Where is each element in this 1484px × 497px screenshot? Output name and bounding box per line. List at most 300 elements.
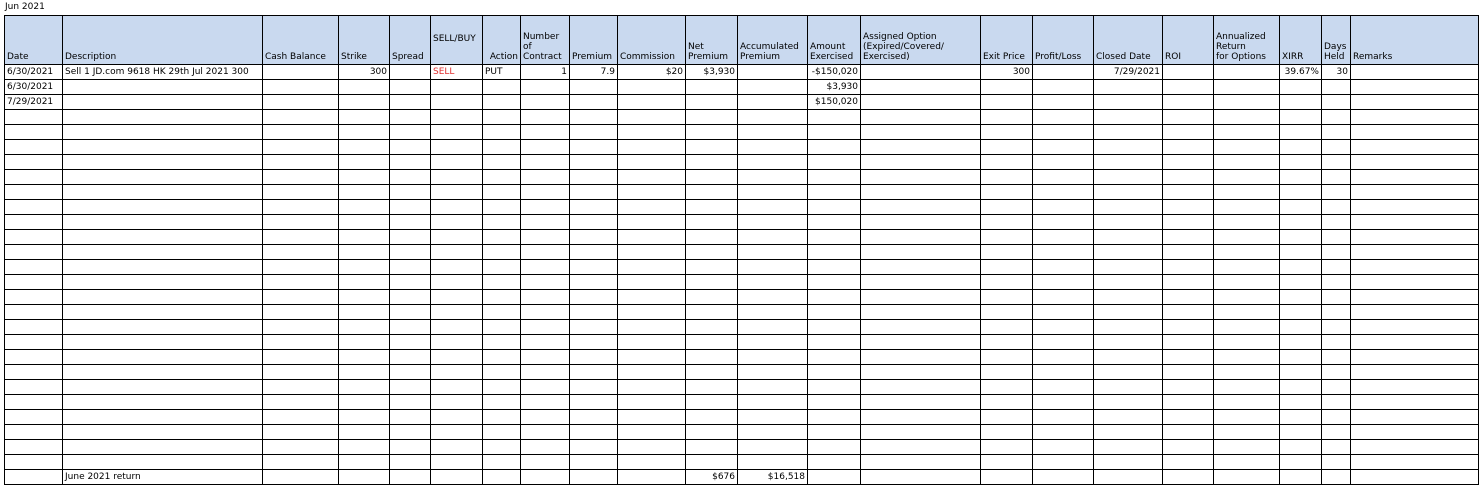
cell-assigned-option[interactable] xyxy=(861,350,981,365)
cell-sell-buy[interactable] xyxy=(431,275,483,290)
cell-commission[interactable] xyxy=(618,320,686,335)
cell-roi[interactable] xyxy=(1163,65,1214,80)
col-header-exit-price[interactable] xyxy=(981,16,1033,65)
cell-profit-loss[interactable] xyxy=(1033,125,1094,140)
cell-spread[interactable] xyxy=(390,365,431,380)
cell-premium[interactable] xyxy=(570,335,618,350)
cell-strike[interactable] xyxy=(339,440,390,455)
cell-annualized-return[interactable] xyxy=(1214,230,1280,245)
cell-net-premium[interactable] xyxy=(686,290,738,305)
cell-sell-buy[interactable] xyxy=(431,260,483,275)
cell-assigned-option[interactable] xyxy=(861,155,981,170)
cell-amount-exercised[interactable]: $3,930 xyxy=(808,80,861,95)
cell-assigned-option[interactable] xyxy=(861,125,981,140)
cell-description[interactable]: Sell 1 JD.com 9618 HK 29th Jul 2021 300 xyxy=(63,65,263,80)
cell-action[interactable] xyxy=(483,320,521,335)
cell-commission[interactable]: $20 xyxy=(618,65,686,80)
cell-xirr[interactable] xyxy=(1280,95,1322,110)
cell-profit-loss[interactable] xyxy=(1033,425,1094,440)
cell-days-held[interactable] xyxy=(1322,245,1351,260)
cell-profit-loss[interactable] xyxy=(1033,290,1094,305)
cell-date[interactable]: 7/29/2021 xyxy=(5,95,63,110)
cell-days-held[interactable] xyxy=(1322,170,1351,185)
cell-roi[interactable] xyxy=(1163,275,1214,290)
cell-amount-exercised[interactable] xyxy=(808,185,861,200)
cell-commission[interactable] xyxy=(618,275,686,290)
cell-premium[interactable] xyxy=(570,380,618,395)
cell-strike[interactable] xyxy=(339,380,390,395)
cell-num-contract[interactable] xyxy=(521,320,570,335)
cell-annualized-return[interactable] xyxy=(1214,425,1280,440)
cell-profit-loss[interactable] xyxy=(1033,260,1094,275)
col-header-xirr[interactable] xyxy=(1280,16,1322,65)
cell-annualized-return[interactable] xyxy=(1214,170,1280,185)
cell-closed-date[interactable] xyxy=(1094,155,1163,170)
cell-cash-balance[interactable] xyxy=(263,215,339,230)
cell-exit-price[interactable]: 300 xyxy=(981,65,1033,80)
cell-assigned-option[interactable] xyxy=(861,215,981,230)
cell-accumulated-premium[interactable] xyxy=(738,380,808,395)
cell-remarks[interactable] xyxy=(1351,290,1479,305)
cell-date[interactable] xyxy=(5,440,63,455)
cell-remarks[interactable] xyxy=(1351,275,1479,290)
cell-action[interactable] xyxy=(483,215,521,230)
cell-remarks[interactable] xyxy=(1351,410,1479,425)
cell-assigned-option[interactable] xyxy=(861,365,981,380)
cell-assigned-option[interactable] xyxy=(861,470,981,485)
cell-assigned-option[interactable] xyxy=(861,395,981,410)
cell-roi[interactable] xyxy=(1163,215,1214,230)
cell-action[interactable] xyxy=(483,125,521,140)
cell-num-contract[interactable] xyxy=(521,365,570,380)
cell-sell-buy[interactable] xyxy=(431,215,483,230)
cell-assigned-option[interactable] xyxy=(861,305,981,320)
cell-profit-loss[interactable] xyxy=(1033,365,1094,380)
cell-profit-loss[interactable] xyxy=(1033,245,1094,260)
cell-profit-loss[interactable] xyxy=(1033,440,1094,455)
cell-remarks[interactable] xyxy=(1351,455,1479,470)
cell-net-premium[interactable] xyxy=(686,275,738,290)
cell-num-contract[interactable] xyxy=(521,335,570,350)
cell-days-held[interactable] xyxy=(1322,425,1351,440)
cell-roi[interactable] xyxy=(1163,110,1214,125)
cell-xirr[interactable] xyxy=(1280,365,1322,380)
cell-days-held[interactable] xyxy=(1322,470,1351,485)
cell-remarks[interactable] xyxy=(1351,155,1479,170)
cell-amount-exercised[interactable] xyxy=(808,230,861,245)
col-header-profit-loss[interactable] xyxy=(1033,16,1094,65)
cell-accumulated-premium[interactable] xyxy=(738,245,808,260)
cell-premium[interactable] xyxy=(570,170,618,185)
cell-accumulated-premium[interactable] xyxy=(738,365,808,380)
cell-annualized-return[interactable] xyxy=(1214,110,1280,125)
cell-spread[interactable] xyxy=(390,245,431,260)
cell-date[interactable] xyxy=(5,320,63,335)
cell-xirr[interactable] xyxy=(1280,440,1322,455)
cell-description[interactable] xyxy=(63,95,263,110)
cell-date[interactable] xyxy=(5,155,63,170)
cell-profit-loss[interactable] xyxy=(1033,215,1094,230)
cell-net-premium[interactable] xyxy=(686,380,738,395)
cell-cash-balance[interactable] xyxy=(263,125,339,140)
cell-premium[interactable] xyxy=(570,125,618,140)
cell-spread[interactable] xyxy=(390,335,431,350)
cell-amount-exercised[interactable] xyxy=(808,335,861,350)
cell-action[interactable] xyxy=(483,185,521,200)
cell-annualized-return[interactable] xyxy=(1214,140,1280,155)
cell-date[interactable] xyxy=(5,380,63,395)
cell-closed-date[interactable] xyxy=(1094,455,1163,470)
cell-annualized-return[interactable] xyxy=(1214,455,1280,470)
cell-spread[interactable] xyxy=(390,125,431,140)
cell-spread[interactable] xyxy=(390,410,431,425)
cell-xirr[interactable] xyxy=(1280,245,1322,260)
cell-date[interactable]: 6/30/2021 xyxy=(5,80,63,95)
cell-days-held[interactable] xyxy=(1322,380,1351,395)
cell-days-held[interactable] xyxy=(1322,440,1351,455)
cell-roi[interactable] xyxy=(1163,80,1214,95)
cell-cash-balance[interactable] xyxy=(263,185,339,200)
cell-spread[interactable] xyxy=(390,215,431,230)
cell-exit-price[interactable] xyxy=(981,95,1033,110)
cell-description[interactable] xyxy=(63,395,263,410)
cell-premium[interactable] xyxy=(570,185,618,200)
cell-closed-date[interactable] xyxy=(1094,410,1163,425)
cell-roi[interactable] xyxy=(1163,95,1214,110)
cell-premium[interactable] xyxy=(570,275,618,290)
cell-sell-buy[interactable] xyxy=(431,185,483,200)
cell-action[interactable] xyxy=(483,380,521,395)
cell-premium[interactable] xyxy=(570,350,618,365)
cell-net-premium[interactable] xyxy=(686,125,738,140)
cell-closed-date[interactable] xyxy=(1094,320,1163,335)
cell-days-held[interactable] xyxy=(1322,230,1351,245)
cell-date[interactable] xyxy=(5,245,63,260)
cell-action[interactable] xyxy=(483,275,521,290)
cell-description[interactable] xyxy=(63,365,263,380)
cell-premium[interactable] xyxy=(570,80,618,95)
cell-sell-buy[interactable] xyxy=(431,440,483,455)
cell-annualized-return[interactable] xyxy=(1214,335,1280,350)
cell-action[interactable] xyxy=(483,170,521,185)
col-header-days-held[interactable] xyxy=(1322,16,1351,65)
cell-annualized-return[interactable] xyxy=(1214,395,1280,410)
cell-assigned-option[interactable] xyxy=(861,290,981,305)
cell-assigned-option[interactable] xyxy=(861,65,981,80)
cell-spread[interactable] xyxy=(390,425,431,440)
cell-net-premium[interactable] xyxy=(686,185,738,200)
cell-accumulated-premium[interactable] xyxy=(738,275,808,290)
cell-roi[interactable] xyxy=(1163,410,1214,425)
cell-num-contract[interactable] xyxy=(521,470,570,485)
cell-date[interactable] xyxy=(5,185,63,200)
cell-cash-balance[interactable] xyxy=(263,140,339,155)
cell-profit-loss[interactable] xyxy=(1033,110,1094,125)
cell-cash-balance[interactable] xyxy=(263,230,339,245)
cell-spread[interactable] xyxy=(390,305,431,320)
cell-commission[interactable] xyxy=(618,260,686,275)
cell-num-contract[interactable] xyxy=(521,395,570,410)
cell-action[interactable] xyxy=(483,245,521,260)
cell-net-premium[interactable] xyxy=(686,395,738,410)
cell-date[interactable] xyxy=(5,290,63,305)
cell-commission[interactable] xyxy=(618,125,686,140)
cell-sell-buy[interactable]: SELL xyxy=(431,65,483,80)
cell-amount-exercised[interactable] xyxy=(808,110,861,125)
cell-days-held[interactable] xyxy=(1322,410,1351,425)
cell-xirr[interactable] xyxy=(1280,260,1322,275)
cell-strike[interactable] xyxy=(339,305,390,320)
cell-closed-date[interactable] xyxy=(1094,305,1163,320)
cell-spread[interactable] xyxy=(390,185,431,200)
cell-action[interactable] xyxy=(483,365,521,380)
cell-profit-loss[interactable] xyxy=(1033,95,1094,110)
cell-remarks[interactable] xyxy=(1351,80,1479,95)
cell-exit-price[interactable] xyxy=(981,335,1033,350)
cell-strike[interactable] xyxy=(339,455,390,470)
cell-accumulated-premium[interactable] xyxy=(738,395,808,410)
cell-cash-balance[interactable] xyxy=(263,440,339,455)
cell-days-held[interactable] xyxy=(1322,335,1351,350)
cell-cash-balance[interactable] xyxy=(263,290,339,305)
cell-closed-date[interactable] xyxy=(1094,215,1163,230)
cell-profit-loss[interactable] xyxy=(1033,335,1094,350)
cell-accumulated-premium[interactable] xyxy=(738,140,808,155)
cell-num-contract[interactable] xyxy=(521,95,570,110)
cell-sell-buy[interactable] xyxy=(431,110,483,125)
cell-spread[interactable] xyxy=(390,380,431,395)
cell-sell-buy[interactable] xyxy=(431,245,483,260)
cell-amount-exercised[interactable] xyxy=(808,395,861,410)
cell-remarks[interactable] xyxy=(1351,125,1479,140)
cell-closed-date[interactable] xyxy=(1094,275,1163,290)
cell-remarks[interactable] xyxy=(1351,470,1479,485)
cell-remarks[interactable] xyxy=(1351,65,1479,80)
cell-sell-buy[interactable] xyxy=(431,395,483,410)
cell-action[interactable] xyxy=(483,95,521,110)
cell-cash-balance[interactable] xyxy=(263,200,339,215)
cell-cash-balance[interactable] xyxy=(263,425,339,440)
cell-profit-loss[interactable] xyxy=(1033,470,1094,485)
cell-action[interactable] xyxy=(483,410,521,425)
cell-exit-price[interactable] xyxy=(981,380,1033,395)
cell-commission[interactable] xyxy=(618,245,686,260)
cell-net-premium[interactable] xyxy=(686,200,738,215)
cell-commission[interactable] xyxy=(618,230,686,245)
cell-closed-date[interactable] xyxy=(1094,200,1163,215)
cell-num-contract[interactable] xyxy=(521,245,570,260)
cell-amount-exercised[interactable] xyxy=(808,125,861,140)
cell-spread[interactable] xyxy=(390,140,431,155)
cell-profit-loss[interactable] xyxy=(1033,455,1094,470)
cell-annualized-return[interactable] xyxy=(1214,65,1280,80)
cell-description[interactable] xyxy=(63,245,263,260)
cell-spread[interactable] xyxy=(390,95,431,110)
cell-sell-buy[interactable] xyxy=(431,200,483,215)
cell-exit-price[interactable] xyxy=(981,245,1033,260)
cell-amount-exercised[interactable] xyxy=(808,140,861,155)
cell-profit-loss[interactable] xyxy=(1033,155,1094,170)
cell-accumulated-premium[interactable] xyxy=(738,65,808,80)
cell-profit-loss[interactable] xyxy=(1033,380,1094,395)
cell-annualized-return[interactable] xyxy=(1214,185,1280,200)
cell-net-premium[interactable] xyxy=(686,260,738,275)
cell-closed-date[interactable] xyxy=(1094,245,1163,260)
cell-action[interactable] xyxy=(483,470,521,485)
cell-premium[interactable] xyxy=(570,305,618,320)
cell-commission[interactable] xyxy=(618,455,686,470)
sheet-title[interactable]: Jun 2021 xyxy=(5,2,45,12)
cell-closed-date[interactable] xyxy=(1094,170,1163,185)
cell-roi[interactable] xyxy=(1163,200,1214,215)
cell-commission[interactable] xyxy=(618,305,686,320)
cell-exit-price[interactable] xyxy=(981,110,1033,125)
cell-date[interactable] xyxy=(5,275,63,290)
cell-closed-date[interactable] xyxy=(1094,185,1163,200)
col-header-num-contract[interactable] xyxy=(521,16,570,65)
cell-xirr[interactable] xyxy=(1280,380,1322,395)
cell-spread[interactable] xyxy=(390,80,431,95)
cell-spread[interactable] xyxy=(390,230,431,245)
cell-accumulated-premium[interactable] xyxy=(738,290,808,305)
cell-action[interactable] xyxy=(483,140,521,155)
cell-strike[interactable] xyxy=(339,260,390,275)
cell-sell-buy[interactable] xyxy=(431,170,483,185)
cell-amount-exercised[interactable] xyxy=(808,275,861,290)
cell-spread[interactable] xyxy=(390,65,431,80)
cell-assigned-option[interactable] xyxy=(861,260,981,275)
cell-premium[interactable] xyxy=(570,365,618,380)
cell-xirr[interactable] xyxy=(1280,395,1322,410)
cell-days-held[interactable] xyxy=(1322,455,1351,470)
cell-action[interactable] xyxy=(483,305,521,320)
cell-remarks[interactable] xyxy=(1351,305,1479,320)
cell-sell-buy[interactable] xyxy=(431,335,483,350)
cell-cash-balance[interactable] xyxy=(263,410,339,425)
cell-exit-price[interactable] xyxy=(981,425,1033,440)
cell-roi[interactable] xyxy=(1163,425,1214,440)
cell-commission[interactable] xyxy=(618,290,686,305)
cell-assigned-option[interactable] xyxy=(861,275,981,290)
cell-commission[interactable] xyxy=(618,95,686,110)
cell-spread[interactable] xyxy=(390,275,431,290)
cell-description[interactable]: June 2021 return xyxy=(63,470,263,485)
cell-date[interactable] xyxy=(5,110,63,125)
cell-profit-loss[interactable] xyxy=(1033,230,1094,245)
cell-roi[interactable] xyxy=(1163,170,1214,185)
cell-spread[interactable] xyxy=(390,170,431,185)
cell-amount-exercised[interactable] xyxy=(808,455,861,470)
cell-action[interactable] xyxy=(483,335,521,350)
cell-profit-loss[interactable] xyxy=(1033,185,1094,200)
cell-remarks[interactable] xyxy=(1351,230,1479,245)
cell-sell-buy[interactable] xyxy=(431,140,483,155)
cell-annualized-return[interactable] xyxy=(1214,410,1280,425)
cell-assigned-option[interactable] xyxy=(861,455,981,470)
cell-cash-balance[interactable] xyxy=(263,110,339,125)
cell-exit-price[interactable] xyxy=(981,275,1033,290)
cell-xirr[interactable] xyxy=(1280,170,1322,185)
cell-roi[interactable] xyxy=(1163,245,1214,260)
cell-remarks[interactable] xyxy=(1351,335,1479,350)
cell-accumulated-premium[interactable] xyxy=(738,440,808,455)
cell-action[interactable] xyxy=(483,110,521,125)
cell-net-premium[interactable] xyxy=(686,155,738,170)
cell-premium[interactable] xyxy=(570,230,618,245)
cell-cash-balance[interactable] xyxy=(263,350,339,365)
cell-assigned-option[interactable] xyxy=(861,140,981,155)
cell-premium[interactable] xyxy=(570,410,618,425)
cell-description[interactable] xyxy=(63,440,263,455)
cell-premium[interactable] xyxy=(570,110,618,125)
cell-num-contract[interactable] xyxy=(521,140,570,155)
cell-net-premium[interactable] xyxy=(686,230,738,245)
cell-action[interactable]: PUT xyxy=(483,65,521,80)
cell-accumulated-premium[interactable] xyxy=(738,80,808,95)
cell-description[interactable] xyxy=(63,455,263,470)
cell-days-held[interactable]: 30 xyxy=(1322,65,1351,80)
cell-roi[interactable] xyxy=(1163,230,1214,245)
cell-num-contract[interactable] xyxy=(521,290,570,305)
cell-net-premium[interactable]: $3,930 xyxy=(686,65,738,80)
cell-num-contract[interactable] xyxy=(521,260,570,275)
cell-exit-price[interactable] xyxy=(981,260,1033,275)
cell-roi[interactable] xyxy=(1163,155,1214,170)
cell-action[interactable] xyxy=(483,455,521,470)
cell-date[interactable] xyxy=(5,425,63,440)
cell-amount-exercised[interactable] xyxy=(808,470,861,485)
cell-num-contract[interactable] xyxy=(521,305,570,320)
cell-date[interactable] xyxy=(5,215,63,230)
cell-date[interactable] xyxy=(5,365,63,380)
cell-remarks[interactable] xyxy=(1351,320,1479,335)
cell-accumulated-premium[interactable] xyxy=(738,260,808,275)
cell-premium[interactable]: 7.9 xyxy=(570,65,618,80)
col-header-roi[interactable] xyxy=(1163,16,1214,65)
cell-roi[interactable] xyxy=(1163,455,1214,470)
cell-remarks[interactable] xyxy=(1351,440,1479,455)
cell-xirr[interactable] xyxy=(1280,305,1322,320)
cell-num-contract[interactable] xyxy=(521,410,570,425)
cell-commission[interactable] xyxy=(618,380,686,395)
cell-spread[interactable] xyxy=(390,395,431,410)
cell-roi[interactable] xyxy=(1163,260,1214,275)
cell-annualized-return[interactable] xyxy=(1214,245,1280,260)
cell-accumulated-premium[interactable]: $16,518 xyxy=(738,470,808,485)
cell-exit-price[interactable] xyxy=(981,155,1033,170)
cell-remarks[interactable] xyxy=(1351,365,1479,380)
col-header-spread[interactable] xyxy=(390,16,431,65)
cell-description[interactable] xyxy=(63,200,263,215)
cell-xirr[interactable] xyxy=(1280,350,1322,365)
cell-premium[interactable] xyxy=(570,470,618,485)
cell-date[interactable] xyxy=(5,470,63,485)
cell-sell-buy[interactable] xyxy=(431,350,483,365)
cell-description[interactable] xyxy=(63,170,263,185)
col-header-sell-buy[interactable] xyxy=(431,16,483,65)
cell-accumulated-premium[interactable] xyxy=(738,170,808,185)
cell-date[interactable] xyxy=(5,125,63,140)
cell-roi[interactable] xyxy=(1163,320,1214,335)
cell-amount-exercised[interactable] xyxy=(808,260,861,275)
cell-description[interactable] xyxy=(63,140,263,155)
cell-num-contract[interactable] xyxy=(521,200,570,215)
cell-closed-date[interactable] xyxy=(1094,395,1163,410)
cell-accumulated-premium[interactable] xyxy=(738,305,808,320)
cell-cash-balance[interactable] xyxy=(263,455,339,470)
cell-sell-buy[interactable] xyxy=(431,410,483,425)
cell-description[interactable] xyxy=(63,410,263,425)
